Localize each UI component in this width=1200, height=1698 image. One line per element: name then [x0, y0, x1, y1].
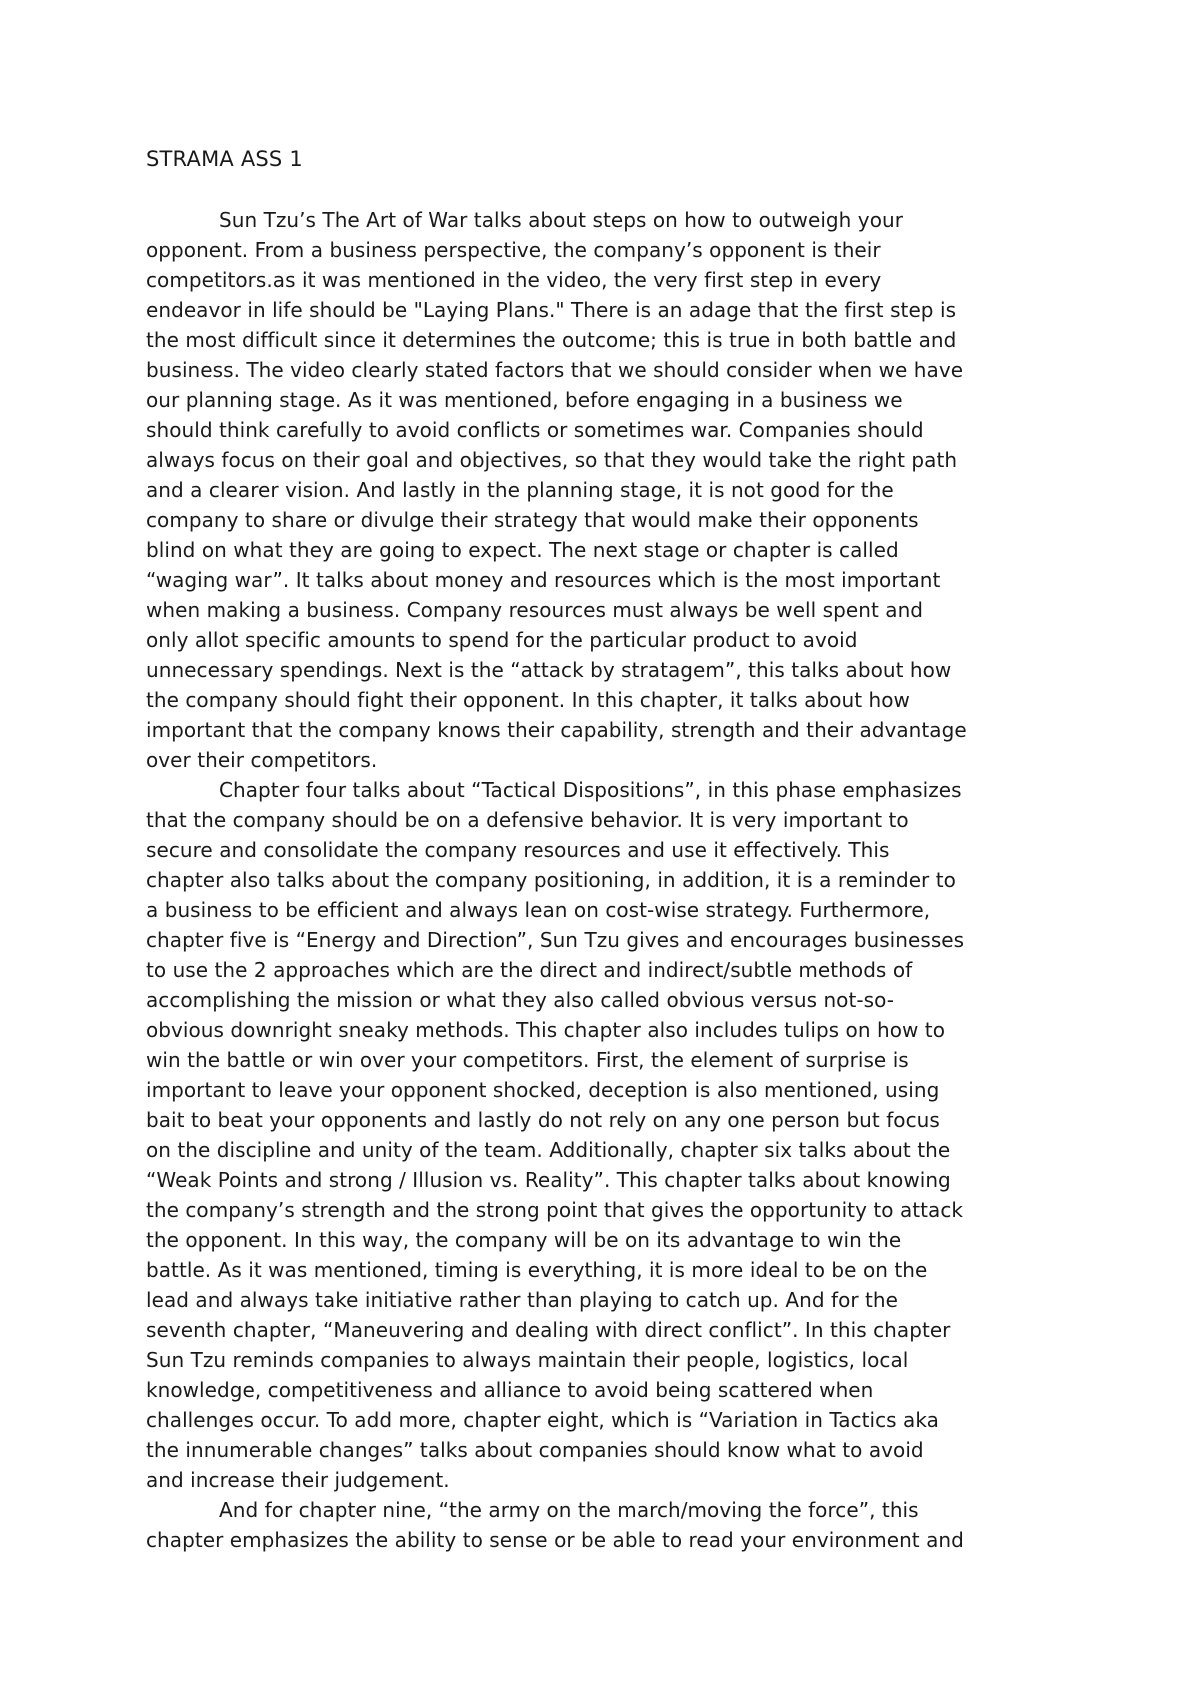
body-line: and a clearer vision. And lastly in the planning stage, it is not good for the	[146, 478, 894, 502]
body-line: secure and consolidate the company resources and use it effectively. This	[146, 838, 890, 862]
body-line: seventh chapter, “Maneuvering and dealing with direct conflict”. In this chapter	[146, 1318, 951, 1342]
body-line: business. The video clearly stated factors that we should consider when we have	[146, 358, 964, 382]
body-line: to use the 2 approaches which are the direct and indirect/subtle methods of	[146, 958, 913, 982]
document-title: STRAMA ASS 1	[146, 147, 303, 171]
body-line: chapter also talks about the company positioning, in addition, it is a reminder to	[146, 868, 956, 892]
body-line: Sun Tzu reminds companies to always maintain their people, logistics, local	[146, 1348, 909, 1372]
body-line: only allot specific amounts to spend for the particular product to avoid	[146, 628, 858, 652]
body-line: bait to beat your opponents and lastly do not rely on any one person but focus	[146, 1108, 940, 1132]
body-line: And for chapter nine, “the army on the march/moving the force”, this	[219, 1498, 919, 1522]
body-line: should think carefully to avoid conflicts or sometimes war. Companies should	[146, 418, 924, 442]
body-line: that the company should be on a defensive behavior. It is very important to	[146, 808, 909, 832]
body-line: when making a business. Company resources must always be well spent and	[146, 598, 924, 622]
body-line: blind on what they are going to expect. The next stage or chapter is called	[146, 538, 899, 562]
body-line: the opponent. In this way, the company will be on its advantage to win the	[146, 1228, 902, 1252]
body-line: and increase their judgement.	[146, 1468, 450, 1492]
body-line: the company’s strength and the strong point that gives the opportunity to attack	[146, 1198, 964, 1222]
body-line: challenges occur. To add more, chapter eight, which is “Variation in Tactics aka	[146, 1408, 939, 1432]
body-line: chapter five is “Energy and Direction”, Sun Tzu gives and encourages businesses	[146, 928, 965, 952]
body-line: lead and always take initiative rather than playing to catch up. And for the	[146, 1288, 899, 1312]
body-line: always focus on their goal and objectives, so that they would take the right path	[146, 448, 958, 472]
body-line: chapter emphasizes the ability to sense or be able to read your environment and	[146, 1528, 964, 1552]
body-line: win the battle or win over your competitors. First, the element of surprise is	[146, 1048, 909, 1072]
body-line: competitors.as it was mentioned in the video, the very first step in every	[146, 268, 882, 292]
body-line: a business to be efficient and always lean on cost-wise strategy. Furthermore,	[146, 898, 931, 922]
body-line: the most difficult since it determines the outcome; this is true in both battle and	[146, 328, 957, 352]
body-line: over their competitors.	[146, 748, 378, 772]
body-line: obvious downright sneaky methods. This chapter also includes tulips on how to	[146, 1018, 945, 1042]
body-line: “Weak Points and strong / Illusion vs. Reality”. This chapter talks about knowing	[146, 1168, 951, 1192]
document-body	[146, 205, 1066, 1555]
body-line: the innumerable changes” talks about companies should know what to avoid	[146, 1438, 924, 1462]
body-line: Chapter four talks about “Tactical Dispositions”, in this phase emphasizes	[219, 778, 962, 802]
body-line: endeavor in life should be "Laying Plans." There is an adage that the first step is	[146, 298, 957, 322]
body-line: accomplishing the mission or what they also called obvious versus not-so-	[146, 988, 895, 1012]
body-line: battle. As it was mentioned, timing is everything, it is more ideal to be on the	[146, 1258, 928, 1282]
body-line: Sun Tzu’s The Art of War talks about steps on how to outweigh your	[219, 208, 903, 232]
body-line: “waging war”. It talks about money and resources which is the most important	[146, 568, 941, 592]
body-line: the company should fight their opponent. In this chapter, it talks about how	[146, 688, 910, 712]
body-line: important that the company knows their capability, strength and their advantage	[146, 718, 967, 742]
body-line: knowledge, competitiveness and alliance to avoid being scattered when	[146, 1378, 874, 1402]
body-line: important to leave your opponent shocked, deception is also mentioned, using	[146, 1078, 940, 1102]
body-line: opponent. From a business perspective, the company’s opponent is their	[146, 238, 881, 262]
body-line: company to share or divulge their strategy that would make their opponents	[146, 508, 919, 532]
body-line: unnecessary spendings. Next is the “attack by stratagem”, this talks about how	[146, 658, 952, 682]
body-line: on the discipline and unity of the team. Additionally, chapter six talks about the	[146, 1138, 951, 1162]
body-line: our planning stage. As it was mentioned, before engaging in a business we	[146, 388, 903, 412]
